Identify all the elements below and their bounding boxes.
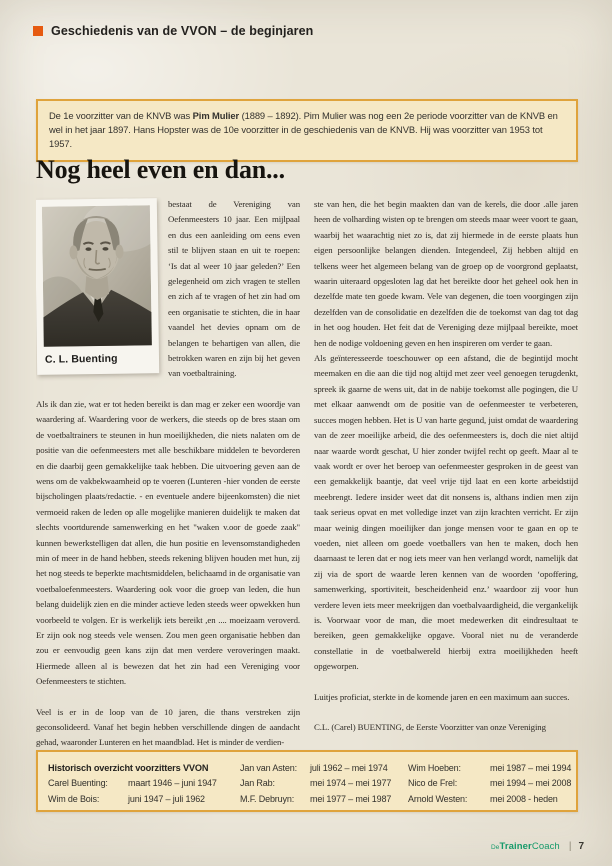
president-name: M.F. Debruyn: [240,793,295,804]
fact-box [36,99,578,162]
president-period: mei 2008 - heden [490,793,558,804]
logo-coach: Coach [531,841,560,852]
article-paragraph: Als geïnteresseerde toeschouwer op een afstand, die de begintijd mocht meemaken en die aan die tijd nog altijd met zeer veel genoegen terugdenkt, spreek ik gaarne de wens uit, dat in de nabije toekomst alle pogingen, die U met elkaar aanwendt om de positie van de oefenmeester te verbeteren, succes mogen hebben. Het is U van harte gegund, juist omdat de waardering van de zeer moeilijke arbeid, die des oefenmeesters is, doch die niet altijd naar waarde wordt geschat, U hier zonder twijfel recht op geeft. Maar al te vaak wordt er over het beroep van oefenmeester gesproken in de geest van een gemakkelijk baantje, dat veel vrije tijd laat en een korte arbeidstijd meebrengt. Iedere insider weet dat dit nonsens is, althans indien men zijn taak serieus opvat en met volledige inzet van zijn krachten verricht. Er zijn maar weinig dingen moeilijker dan jonge mensen voor te gaan en op te voeden, niet alleen om goede voetballers van hen te maken, doch hen daarnaast te leren dat er nog iets meer van hen verlangd wordt, namelijk dat zij via de sport de waarde leren kennen van de woorden ‘opoffering, samenwerking, sportiviteit, bescheidenheid enz.’ waardoor zij voor hun verdere leven iets meer meekrijgen dan voetbalvaardigheid, die vergankelijk is. Voorwaar voor de man, die moet medewerken dit eindresultaat te bereiken, geen gemakkelijke opgave. Vooral niet nu de veranderde constellatie in de voetbalwereld hierbij extra moeilijkheden heeft opgeworpen. [314,353,578,672]
fact-box-bold-name: Pim Mulier [192,110,240,121]
president-period: mei 1977 – mei 1987 [310,793,392,804]
president-period: juli 1962 – mei 1974 [310,762,388,773]
president-name: Wim de Bois: [48,793,100,804]
article-columns [36,197,578,747]
right-column [314,197,578,747]
page-number: 7 [578,841,584,852]
presidents-table [36,750,578,812]
president-name: Jan van Asten: [240,762,297,773]
article-paragraph: Veel is er in de loop van de 10 jaren, die thans verstreken zijn geconsolideerd. Vanaf het begin hebben verschillende dingen de aandacht gehad, waaronder Lunteren en het maandblad. Het is minder de verdien- [36,706,300,747]
president-name: Jan Rab: [240,778,275,789]
president-name: Carel Buenting: [48,778,108,789]
president-period: mei 1974 – mei 1977 [310,778,392,789]
trainercoach-logo [491,841,560,852]
article-paragraph: Luitjes proficiat, sterkte in de komende jaren en een maximum aan succes. [314,691,570,702]
article-paragraph: ste van hen, die het begin maakten dan van de kerels, die door .alle jaren heen de volharding wisten op te brengen om steeds maar weer voort te gaan, waarbij het waarachtig niet zo is, dat zij hiermede in de eerste plaats hun eigen persoonlijke belangen dienden. Integendeel, Zij hebben altijd en telkens weer het algemeen belang van de groep op de voorgrond geplaatst, waarin uiteraard opgesloten lag dat het bereikte door het geheel ook hen in dezelfde mate ten goede kwam. Vele van degenen, die toen voorgingen zijn dezelfden van de consolidatie en dezelfden die de toekomst van dag tot dag in het oog houden. Het feit dat de Vereniging deze mijlpaal bereikte, moet hen de nodige voldoening geven en hen inspireren om verder te gaan. [314,199,578,348]
logo-trainer: Trainer [499,841,532,852]
portrait-photo-image [42,205,152,346]
president-name: Arnold Westen: [408,793,468,804]
left-column [36,197,300,747]
page-header [33,24,313,38]
photo-caption: C. L. Buenting [44,352,118,366]
president-period: juni 1947 – juli 1962 [128,793,205,804]
president-name: Wim Hoeben: [408,762,461,773]
fact-box-text-suffix: (1889 – 1892). Pim Mulier was nog een 2e periode voorzitter van de KNVB en wel in het jaar 1897. Hans Hopster was de 10e voorzitter in de geschiedenis van de KNVB. Hij was voorzitter van 1953 tot 1957. [49,110,558,149]
page-footer [36,841,584,852]
president-period: maart 1946 – juni 1947 [128,778,217,789]
article-signoff: C.L. (Carel) BUENTING, de Eerste Voorzitter van onze Vereniging [314,722,546,732]
orange-square-bullet-icon [33,26,43,36]
article-paragraph: Als ik dan zie, wat er tot heden bereikt is dan mag er zeker een woordje van waardering af. Waardering voor de werkers, die steeds op de bres staan om de voetbaltrainers te steunen in hun moeilijkheden, die niets nalaten om de positie van die oefenmeesters met alle beschikbare middelen te bevorderen en die daarbij geen gemakkelijke taak hebben. Die uitvoering geven aan de wens om de vakbekwaamheid op te voeren (Lunteren -hier vonden de eerste bijscholingen plaats/redactie. - en eventuele andere bijeenkomsten) die niet vermoeid raken de leden op alle mogelijke manieren duidelijk te maken dat slechts voortdurende samenwerking en het "waken v.oor de goede zaak" kunnen bewerkstelligen dat allen, die hun positie en levensomstandigheden min of meer in de hand hebben, steeds rekening blijven houden met hun, zij het nog steeds te beperkte machtsmiddelen, belichaamd in de organisatie van voetbaloefenmeesters. Waardering ook voor die groep van leden, die hun belang duidelijk zien en die minder actieve leden steeds weer opwekken hun voorbeeld te volgen. Er is werkelijk iets bereikt ,en .... moeizaam veroverd. Er zijn ook nog steeds vele wensen. Zou men geen organisatie hebben dan zou er eenvoudig geen kans zijn dat men verdere veroveringen maakt. Hiermede alleen al is bewezen dat het zin had een Vereniging voor Oefenmeesters te stichten. [36,398,300,687]
section-title: Geschiedenis van de VVON – de beginjaren [51,24,314,38]
article-paragraph: bestaat de Vereniging van Oefenmeesters 10 jaar. Een mijlpaal en dus een aanleiding om eens even stil te blijven staan en uit te roepen: ‘Is dat al weer 10 jaar geleden?’ Een gelegenheid om zich vragen te stellen en zich af te vragen of het zin had om een organisatie te stichten, die in haar vaandel het devies opnam om de belangen te behartigen van allen, die betrokken waren en zijn bij het geven van voetbaltraining. [168,199,300,379]
article-title: Nog heel even en dan... [36,155,285,184]
footer-separator: | [568,841,572,852]
president-name: Nico de Frel: [408,778,458,789]
presidents-table-title: Historisch overzicht voorzitters VVON [48,762,209,773]
fact-box-text-prefix: De 1e voorzitter van de KNVB was [49,110,193,121]
president-period: mei 1994 – mei 2008 [490,778,572,789]
logo-de: De [490,844,500,851]
president-period: mei 1987 – mei 1994 [490,762,572,773]
portrait-photo [36,198,159,375]
